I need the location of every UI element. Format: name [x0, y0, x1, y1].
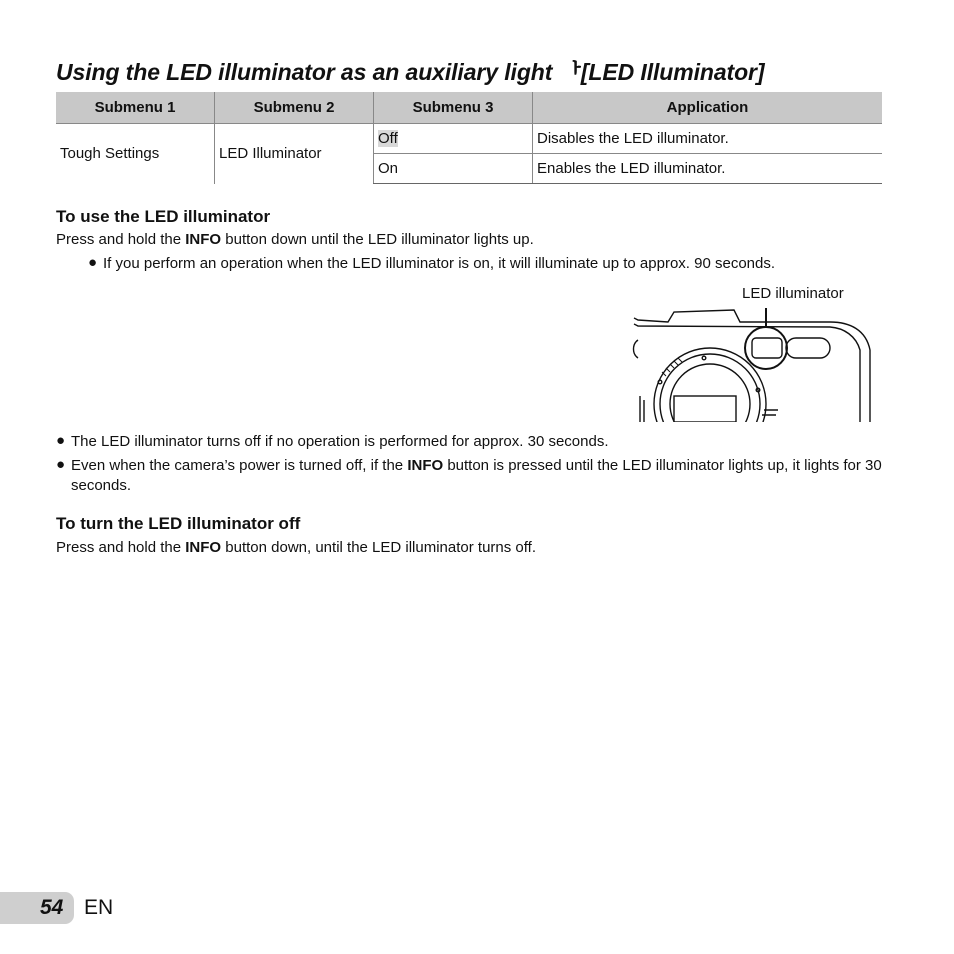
bullet-icon: ● [56, 432, 66, 449]
option-off: Off [378, 130, 398, 147]
section-heading-use: To use the LED illuminator [56, 207, 271, 226]
bullet-text: If you perform an operation when the LED illuminator is on, it will illuminate up to approx. 90 seconds. [103, 255, 776, 272]
bullet-item [88, 254, 878, 274]
header-application: Application [533, 92, 883, 124]
cell-application-off: Disables the LED illuminator. [533, 124, 883, 154]
note-text-part: Even when the camera’s power is turned off, if the [71, 457, 408, 474]
body-text: Press and hold the [56, 231, 186, 248]
figure-label: LED illuminator [742, 285, 844, 302]
body-text: button down, until the LED illuminator turns off. [221, 539, 537, 556]
menu-table [56, 92, 882, 184]
table-row [56, 124, 882, 154]
cell-submenu-2: LED Illuminator [215, 124, 374, 184]
cell-submenu-3-on: On [374, 154, 533, 184]
cell-submenu-1: Tough Settings [56, 124, 215, 184]
page-title [56, 54, 764, 87]
info-button-name: INFO [185, 231, 222, 248]
bullet-icon: ● [88, 254, 98, 271]
header-submenu-2: Submenu 2 [215, 92, 374, 124]
title-menu-name: [LED Illuminator] [580, 59, 765, 85]
header-submenu-3: Submenu 3 [374, 92, 533, 124]
body-text: Press and hold the [56, 539, 186, 556]
note-item [56, 456, 886, 496]
section-body-use [56, 231, 534, 248]
led-light-icon: ᅡ [558, 59, 581, 85]
bullet-icon: ● [56, 456, 66, 473]
cell-submenu-3-off [374, 124, 533, 154]
title-text: Using the LED illuminator as an auxiliary light [56, 59, 553, 85]
body-text: button down until the LED illuminator lights up. [221, 231, 534, 248]
note-text: The LED illuminator turns off if no operation is performed for approx. 30 seconds. [71, 433, 609, 450]
note-text [56, 456, 886, 496]
section-body-off [56, 539, 536, 556]
camera-front-illustration [630, 300, 880, 422]
info-button-name: INFO [185, 539, 222, 556]
header-submenu-1: Submenu 1 [56, 92, 215, 124]
page-number: 54 [40, 896, 64, 919]
note-text-part: button is pressed until the LED illuminator lights up, it lights for 30 seconds. [71, 457, 882, 494]
note-item [56, 432, 886, 452]
cell-application-on: Enables the LED illuminator. [533, 154, 883, 184]
language-code: EN [84, 896, 114, 919]
table-header-row [56, 92, 882, 124]
info-button-name: INFO [407, 457, 444, 474]
section-heading-off: To turn the LED illuminator off [56, 514, 301, 533]
